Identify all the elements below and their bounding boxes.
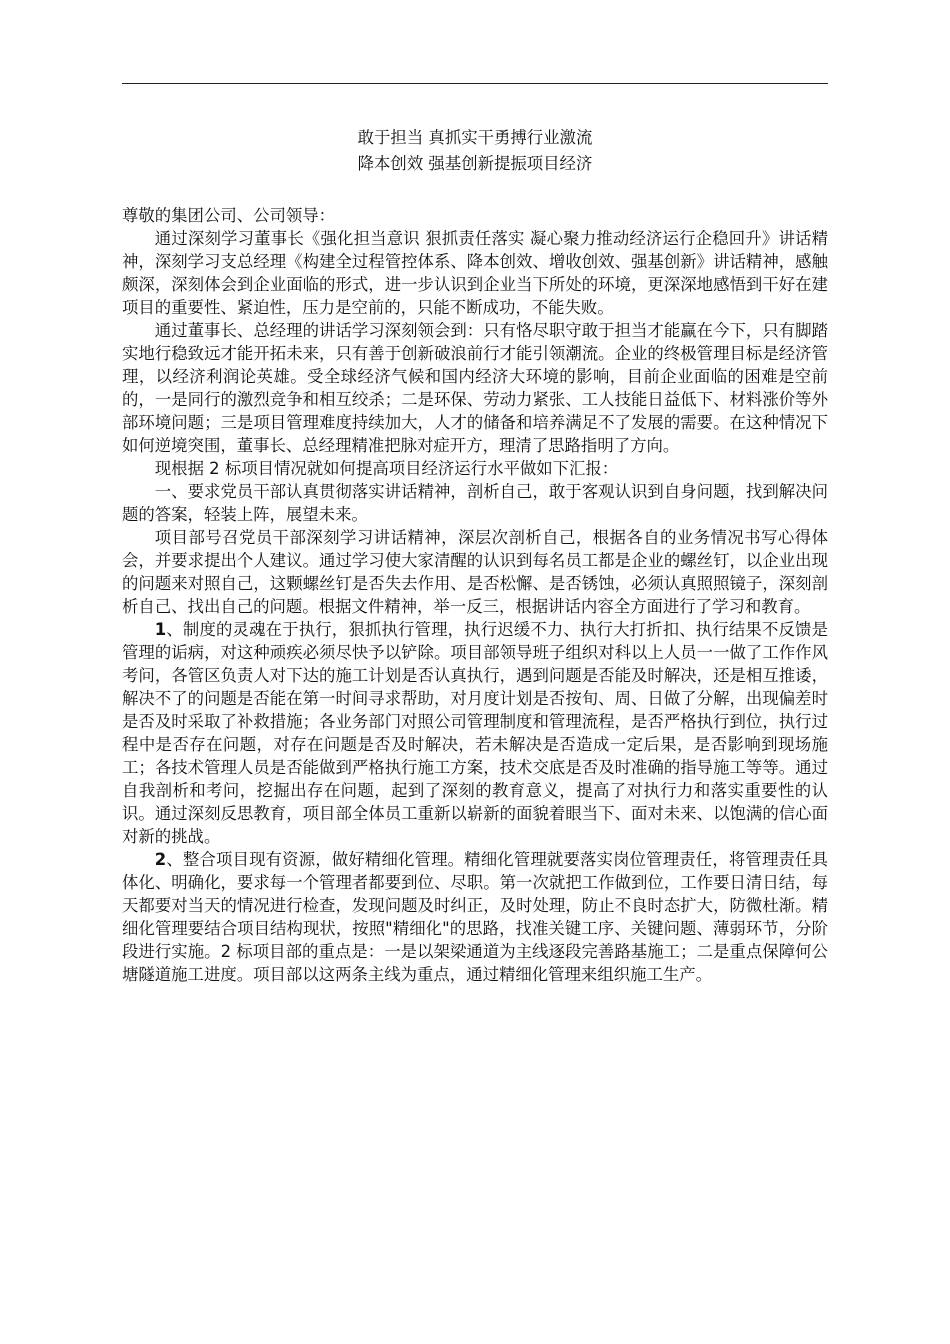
item-number: 2: [154, 850, 167, 869]
title-line-1: 敢于担当 真抓实干勇搏行业激流: [357, 128, 593, 147]
paragraph-2: 通过董事长、总经理的讲话学习深刻领会到：只有恪尽职守敢于担当才能赢在今下，只有脚踏实地行稳致远才能开拓未来，只有善于创新破浪前行才能引领潮流。企业的终极管理目标是经济管理，以经济利润论英雄。受全球经济气候和国内经济大环境的影响，目前企业面临的困难是空前的，一是同行的激烈竞争和相互绞杀；二是环保、劳动力紧张、工人技能日益低下、材料涨价等外部环境问题；三是项目管理难度持续加大，人才的储备和培养满足不了发展的需要。在这种情况下如何逆境突围，董事长、总经理精准把脉对症开方，理清了思路指明了方向。: [122, 321, 828, 455]
paragraph-3: 现根据 2 标项目情况就如何提高项目经济运行水平做如下汇报：: [154, 459, 619, 478]
header-rule: [122, 83, 828, 84]
paragraph-5: 项目部号召党员干部深刻学习讲话精神，深层次剖析自己，根据各自的业务情况书写心得体会，并要求提出个人建议。通过学习使大家清醒的认识到每名员工都是企业的螺丝钉，以企业出现的问题来对照自己，这颗螺丝钉是否失去作用、是否松懈、是否锈蚀，必须认真照照镜子，深刻剖析自己、找出自己的问题。根据文件精神，举一反三，根据讲话内容全方面进行了学习和教育。: [122, 528, 828, 616]
item-text: 、制度的灵魂在于执行，狠抓执行管理，执行迟缓不力、执行大打折扣、执行结果不反馈是管理的诟病，对这种顽疾必须尽快予以铲除。项目部领导班子组织对科以上人员一一做了工作作风考问，各管区负责人对下达的施工计划是否认真执行，遇到问题是否能及时解决，还是相互推诿，解决不了的问题是否能在第一时间寻求帮助，对月度计划是否按旬、周、日做了分解，出现偏差时是否及时采取了补救措施；各业务部门对照公司管理制度和管理流程，是否严格执行到位，执行过程中是否存在问题，对存在问题是否及时解决，若未解决是否造成一定后果，是否影响到现场施工；各技术管理人员是否能做到严格执行施工方案，技术交底是否及时准确的指导施工等等。通过自我剖析和考问，挖掘出存在问题，起到了深刻的教育意义，提高了对执行力和落实重要性的认识。通过深刻反思教育，项目部全体员工重新以崭新的面貌着眼当下、面对未来、以饱满的信心面对新的挑战。: [122, 620, 828, 846]
paragraph-1: 通过深刻学习董事长《强化担当意识 狠抓责任落实 凝心聚力推动经济运行企稳回升》讲话精神，深刻学习支总经理《构建全过程管控体系、降本创效、增收创效、强基创新》讲话精神，感触颇深，深刻体会到企业面临的形式，进一步认识到企业当下所处的环境，更深深地感悟到干好在建项目的重要性、紧迫性，压力是空前的，只能不断成功，不能失败。: [122, 229, 828, 317]
section-heading-1: 一、要求党员干部认真贯彻落实讲话精神，剖析自己，敢于客观认识到自身问题，找到解决问题的答案，轻装上阵，展望未来。: [122, 482, 828, 524]
item-number: 1: [154, 620, 167, 639]
numbered-item-2: [122, 848, 828, 986]
salutation: 尊敬的集团公司、公司领导：: [122, 206, 336, 225]
document-body: [122, 204, 828, 986]
item-text: 、整合项目现有资源，做好精细化管理。精细化管理就要落实岗位管理责任，将管理责任具体化、明确化，要求每一个管理者都要到位、尽职。第一次就把工作做到位，工作要日清日结，每天都要对当天的情况进行检查，发现问题及时纠正，及时处理，防止不良时态扩大，防微杜渐。精细化管理要结合项目结构现状，按照"精细化"的思路，找准关键工序、关键问题、薄弱环节，分阶段进行实施。2 标项目部的重点是：一是以架梁通道为主线逐段完善路基施工；二是重点保障何公塘隧道施工进度。项目部以这两条主线为重点，通过精细化管理来组织施工生产。: [122, 850, 828, 984]
document-title: [122, 125, 828, 177]
title-line-2: 降本创效 强基创新提振项目经济: [357, 154, 593, 173]
numbered-item-1: [122, 618, 828, 848]
